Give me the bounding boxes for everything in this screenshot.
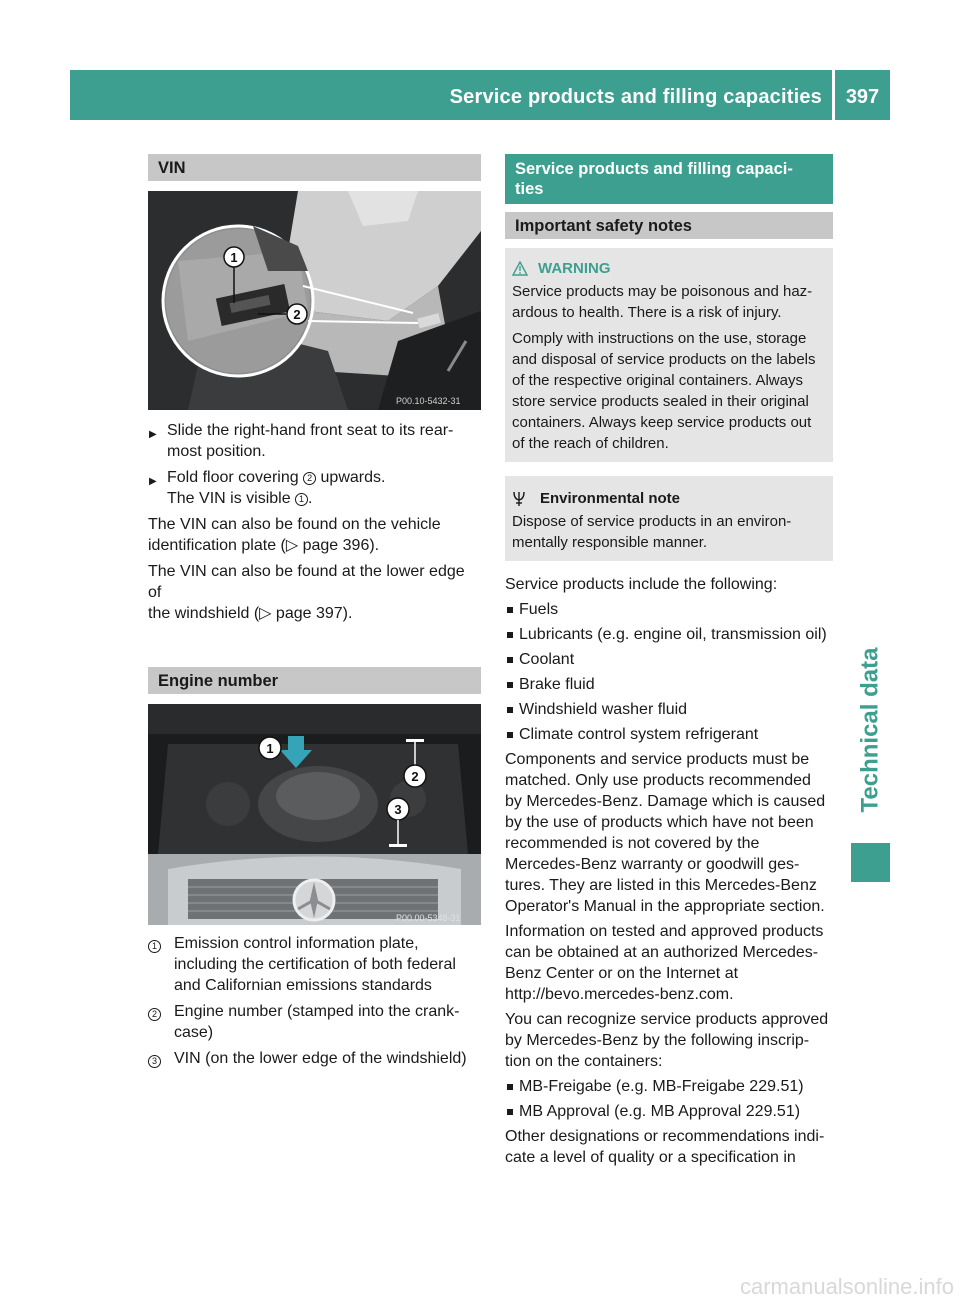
env-text: mentally responsible manner. xyxy=(512,534,708,551)
callout-ref-2: 2 xyxy=(303,472,316,485)
warning-text: ardous to health. There is a risk of injury. xyxy=(512,304,782,321)
callout-2: 2 xyxy=(293,307,301,322)
body-paragraph: Information on tested and approved products can be obtained at an authorized Mercedes- Benz Center or on the Internet at http://bevo.mercedes-benz.com. xyxy=(505,923,824,1003)
warning-text: and disposal of service products on the labels xyxy=(512,351,816,368)
callout-1: 1 xyxy=(266,741,274,756)
step-text: ▶ Slide the right-hand front seat to its rear- xyxy=(167,422,454,439)
legend-number: 1 xyxy=(148,940,161,953)
legend-number: 3 xyxy=(148,1055,161,1068)
list-item: Brake fluid xyxy=(505,674,833,695)
legend-item xyxy=(148,1001,481,1043)
inscriptions-list xyxy=(505,1076,833,1122)
side-tab-marker xyxy=(851,843,890,882)
service-heading: Service products and filling capaci- ties xyxy=(505,154,833,204)
warning-text: of the reach of children. xyxy=(512,435,669,452)
watermark: carmanualsonline.info xyxy=(739,1274,954,1299)
page-number: 397 xyxy=(845,86,880,108)
engine-bay-illustration xyxy=(148,704,481,925)
side-tab[interactable] xyxy=(851,640,890,820)
legend-text: Engine number (stamped into the crank- xyxy=(174,1003,460,1020)
environmental-note xyxy=(505,476,833,561)
photo-code: P00.10-5432-31 xyxy=(396,396,461,406)
legend-number: 2 xyxy=(148,1008,161,1021)
engine-legend xyxy=(148,933,481,1071)
warning-text: store service products sealed in their original xyxy=(512,393,809,410)
warning-text: Service products may be poisonous and haz- xyxy=(512,283,813,300)
list-item: Coolant xyxy=(505,649,833,670)
products-intro: Service products include the following: xyxy=(505,576,778,593)
vin-paragraph: The VIN can also be found at the lower edge of the windshield (▷ page 397). xyxy=(148,563,465,622)
vin-photo xyxy=(148,191,481,410)
legend-item xyxy=(148,1048,481,1071)
step-text: ▶ Fold floor covering 2 upwards. xyxy=(167,469,386,486)
legend-text: Emission control information plate, xyxy=(174,935,419,952)
list-item: Windshield washer fluid xyxy=(505,699,833,720)
body-paragraph: You can recognize service products approved by Mercedes-Benz by the following inscrip- tion on the containers: xyxy=(505,1011,829,1070)
warning-text: of the respective original containers. Always xyxy=(512,372,803,389)
list-item: MB-Freigabe (e.g. MB-Freigabe 229.51) xyxy=(505,1076,833,1097)
env-title: Environmental note xyxy=(540,490,681,507)
list-item: Lubricants (e.g. engine oil, transmission oil) xyxy=(505,624,833,645)
warning-box xyxy=(505,248,833,462)
legend-text: case) xyxy=(174,1024,214,1041)
step-text: most position. xyxy=(167,443,266,460)
engine-photo xyxy=(148,704,481,925)
legend-item xyxy=(148,933,481,996)
seat-illustration xyxy=(148,191,481,410)
list-item: Fuels xyxy=(505,599,833,620)
callout-3: 3 xyxy=(394,802,402,817)
vin-heading: VIN xyxy=(148,154,481,181)
warning-icon xyxy=(512,261,528,276)
photo-code: P00.00-5348-31 xyxy=(396,913,461,923)
step-item xyxy=(148,420,481,462)
legend-text: and Californian emissions standards xyxy=(174,977,432,994)
engine-heading: Engine number xyxy=(148,667,481,694)
list-item: Climate control system refrigerant xyxy=(505,724,833,745)
callout-ref-1: 1 xyxy=(295,493,308,506)
env-text: Dispose of service products in an environ- xyxy=(512,513,792,530)
legend-text: VIN (on the lower edge of the windshield) xyxy=(174,1050,467,1067)
page-title: Service products and filling capacities xyxy=(449,86,822,108)
step-item xyxy=(148,467,481,509)
side-tab-label: Technical data xyxy=(856,647,884,813)
callout-2: 2 xyxy=(411,769,419,784)
left-column xyxy=(148,154,481,1071)
environmental-icon xyxy=(512,491,526,507)
warning-text: Comply with instructions on the use, storage xyxy=(512,330,807,347)
right-column xyxy=(505,154,833,1168)
list-item: MB Approval (e.g. MB Approval 229.51) xyxy=(505,1101,833,1122)
body-paragraph: Other designations or recommendations indi- cate a level of quality or a specification in xyxy=(505,1128,825,1166)
vin-paragraph: The VIN can also be found on the vehicle identification plate (▷ page 396). xyxy=(148,516,441,554)
body-paragraph: Components and service products must be matched. Only use products recommended by Mercedes-Benz. Damage which is caused by the use of products which have not been recommended is not covered by the Mercedes-Benz warranty or goodwill ges- tures. They are listed in this Mercedes-Benz Operator's Manual in the appropriate section. xyxy=(505,751,826,915)
safety-heading: Important safety notes xyxy=(505,212,833,239)
legend-text: including the certification of both federal xyxy=(174,956,456,973)
products-list xyxy=(505,599,833,745)
vin-steps xyxy=(148,420,481,509)
warning-title: WARNING xyxy=(538,260,611,277)
step-text: The VIN is visible 1 . xyxy=(167,490,313,507)
callout-1: 1 xyxy=(230,250,238,265)
warning-text: containers. Always keep service products out xyxy=(512,414,812,431)
